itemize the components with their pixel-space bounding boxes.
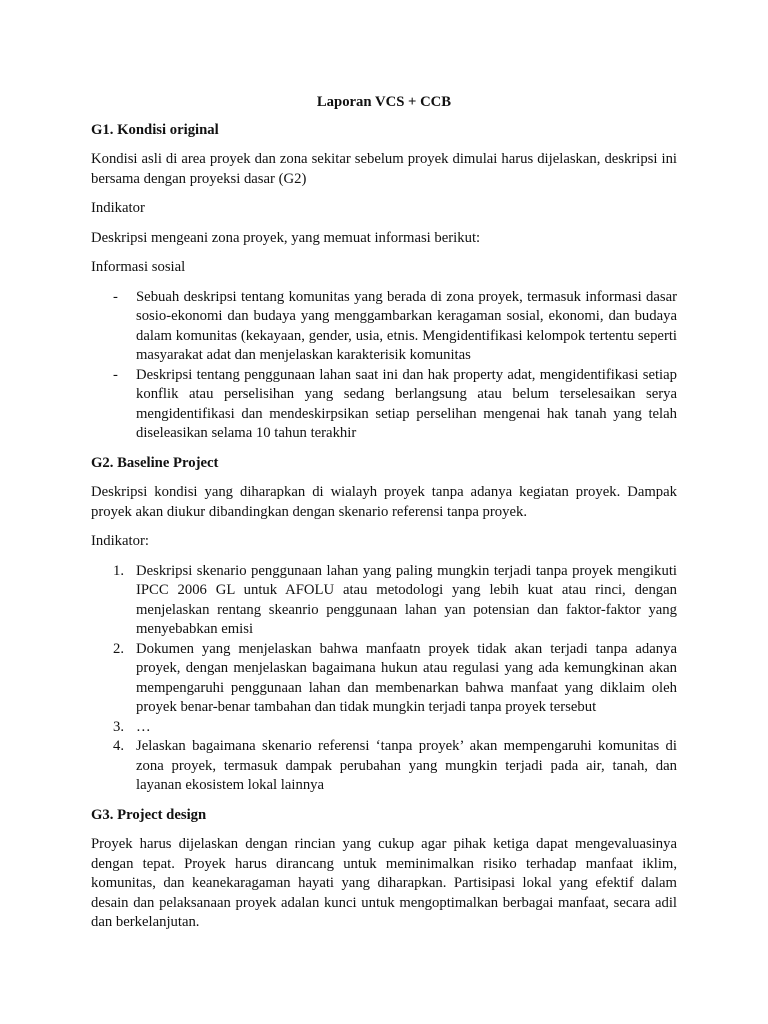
list-bullet-marker: - [113, 366, 118, 383]
list-item-text: Sebuah deskripsi tentang komunitas yang berada di zona proyek, termasuk informasi dasar sosio-ekonomi dan budaya yang menggambarkan keragaman sosial, ekonomi, dan budaya dalam komunitas (kekayaan, gender, usia, etnis. Mengidentifikasi kelompok tertentu seperti masyarakat adat dan menjelaskan karakterisik komunitas [136, 288, 677, 363]
list-item [91, 718, 677, 738]
indicator-label-g2: Indikator: [91, 533, 149, 549]
section-heading-g2: G2. Baseline Project [91, 454, 219, 471]
list-item [91, 737, 677, 796]
list-number-marker: 2. [113, 640, 125, 657]
section-heading-g1: G1. Kondisi original [91, 121, 219, 138]
list-number-marker: 4. [113, 738, 125, 754]
list-item [91, 562, 677, 640]
list-number-marker: 3. [113, 718, 125, 735]
section-intro-g1: Kondisi asli di area proyek dan zona sekitar sebelum proyek dimulai harus dijelaskan, deskripsi ini bersama dengan proyeksi dasar (G2) [91, 151, 677, 187]
list-item-text: … [136, 718, 151, 735]
list-item [91, 366, 677, 444]
list-item [91, 288, 677, 366]
section-intro-g2: Deskripsi kondisi yang diharapkan di wialayh proyek tanpa adanya kegiatan proyek. Dampak proyek akan diukur dibandingkan dengan skenario referensi tanpa proyek. [91, 484, 677, 520]
document-title: Laporan VCS + CCB [316, 94, 452, 110]
indicator-label-g1: Indikator [91, 200, 145, 216]
list-item [91, 640, 677, 718]
zone-description: Deskripsi mengeani zona proyek, yang memuat informasi berikut: [91, 229, 481, 246]
social-info-list [91, 288, 677, 444]
list-number-marker: 1. [113, 562, 125, 579]
document-body [91, 93, 677, 943]
social-info-label: Informasi sosial [91, 259, 186, 275]
list-item-text: Jelaskan bagaimana skenario referensi ‘tanpa proyek’ akan mempengaruhi komunitas di zona proyek, termasuk dampak perubahan yang mungkin terjadi pada air, tanah, dan layanan ekosistem lokal lainnya [136, 738, 677, 793]
list-item-text: Deskripsi skenario penggunaan lahan yang paling mungkin terjadi tanpa proyek mengikuti IPCC 2006 GL untuk AFOLU atau metodologi yang lebih kuat atau rinci, dengan menjelaskan rentang skeanrio penggunaan lahan yan potensian dan faktor-faktor yang menyebabkan emisi [136, 562, 677, 637]
section-heading-g3: G3. Project design [91, 806, 207, 823]
section-intro-g3: Proyek harus dijelaskan dengan rincian yang cukup agar pihak ketiga dapat mengevaluasinya dengan tepat. Proyek harus dirancang untuk meminimalkan risiko terhadap manfaat iklim, komunitas, dan keanekaragaman hayati yang diharapkan. Partisipasi lokal yang efektif dalam desain dan pelaksanaan proyek adalan kunci untuk mengoptimalkan berbagai manfaat, secara adil dan berkelanjutan. [91, 836, 677, 930]
list-item-text: Deskripsi tentang penggunaan lahan saat ini dan hak property adat, mengidentifikasi setiap konflik atau perselisihan yang sedang berlangsung atau belum terselesaikan serya mengidentifikasi dan mendeskirpsikan setiap perselihan mengenai hak tanah yang telah diseleasikan selama 10 tahun terakhir [136, 366, 677, 441]
list-bullet-marker: - [113, 288, 118, 305]
list-item-text: Dokumen yang menjelaskan bahwa manfaatn proyek tidak akan terjadi tanpa adanya proyek, dengan menjelaskan bagaimana hukun atau regulasi yang ada kemungkinan akan mempengaruhi penggunaan lahan dan membenarkan bahwa manfaat yang diklaim oleh proyek benar-benar tambahan dan tidak mungkin terjadi tanpa proyek tersebut [136, 640, 677, 715]
indicator-list [91, 562, 677, 796]
